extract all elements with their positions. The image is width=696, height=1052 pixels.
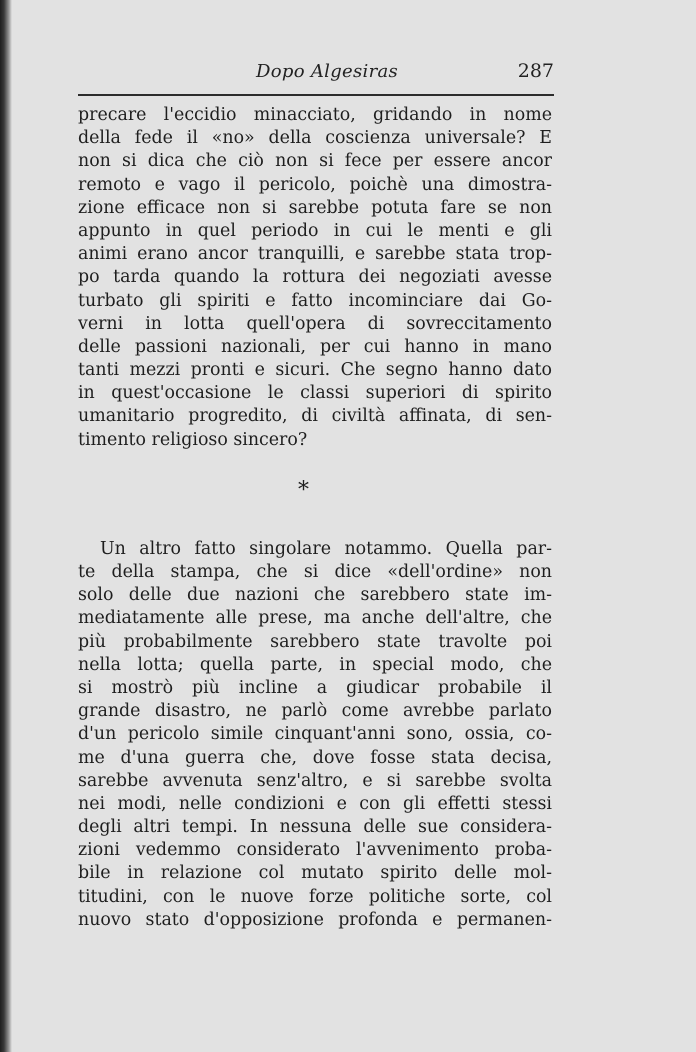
text-line: della fede il «no» della coscienza universale? E <box>78 128 552 149</box>
page-binding-edge <box>0 0 12 1052</box>
text-line: sarebbe avvenuta senz'altro, e si sarebbe svolta <box>78 770 552 791</box>
text-line: in quest'occasione le classi superiori di spirito <box>78 383 552 404</box>
text-line: animi erano ancor tranquilli, e sarebbe stata trop- <box>78 244 552 265</box>
text-line: Un altro fatto singolare notammo. Quella par- <box>100 538 552 559</box>
text-line: precare l'eccidio minacciato, gridando in nome <box>78 105 552 125</box>
text-line: mediatamente alle prese, ma anche dell'altre, che <box>78 608 552 629</box>
asterisk-separator: * <box>298 477 309 503</box>
text-line: delle passioni nazionali, per cui hanno in mano <box>78 336 552 357</box>
text-line: d'un pericolo simile cinquant'anni sono, ossia, co- <box>78 724 552 745</box>
page-number: 287 <box>517 60 554 82</box>
text-line: verni in lotta quell'opera di sovreccitamento <box>78 313 552 334</box>
text-line: zione efficace non si sarebbe potuta fare se non <box>78 197 552 218</box>
text-line: zioni vedemmo considerato l'avvenimento proba- <box>78 840 552 861</box>
text-line: me d'una guerra che, dove fosse stata decisa, <box>78 747 552 768</box>
text-line: turbato gli spiriti e fatto incominciare dai Go- <box>78 290 552 311</box>
text-line: nuovo stato d'opposizione profonda e permanen- <box>78 909 552 930</box>
text-line: umanitario progredito, di civiltà affinata, di sen- <box>78 406 552 427</box>
text-line: nella lotta; quella parte, in special modo, che <box>78 654 552 675</box>
text-line: nei modi, nelle condizioni e con gli effetti stessi <box>78 793 552 814</box>
text-line: bile in relazione col mutato spirito delle mol- <box>78 863 552 884</box>
text-line: tanti mezzi pronti e sicuri. Che segno hanno dato <box>78 360 552 381</box>
text-line: più probabilmente sarebbero state travolte poi <box>78 631 552 652</box>
section-separator <box>78 452 552 538</box>
text-line: si mostrò più incline a giudicar probabile il <box>78 677 552 698</box>
paragraph-2 <box>78 538 552 932</box>
text-line: non si dica che ciò non si fece per essere ancor <box>78 151 552 172</box>
running-title: Dopo Algesiras <box>256 61 399 82</box>
text-line: po tarda quando la rottura dei negoziati avesse <box>78 267 552 288</box>
text-line: appunto in quel periodo in cui le menti e gli <box>78 220 552 241</box>
text-line: te della stampa, che si dice «dell'ordine» non <box>78 562 552 582</box>
text-line: timento religioso sincero? <box>78 429 308 450</box>
text-line: grande disastro, ne parlò come avrebbe parlato <box>78 701 552 722</box>
text-line: titudini, con le nuove forze politiche sorte, col <box>78 886 552 907</box>
text-line: solo delle due nazioni che sarebbero state im- <box>78 585 552 606</box>
paragraph-1 <box>78 104 552 452</box>
page-header <box>78 60 554 90</box>
body-text <box>78 104 552 932</box>
text-line: degli altri tempi. In nessuna delle sue considera- <box>78 817 552 838</box>
text-line: remoto e vago il pericolo, poichè una dimostra- <box>78 174 552 195</box>
header-rule <box>78 94 554 96</box>
